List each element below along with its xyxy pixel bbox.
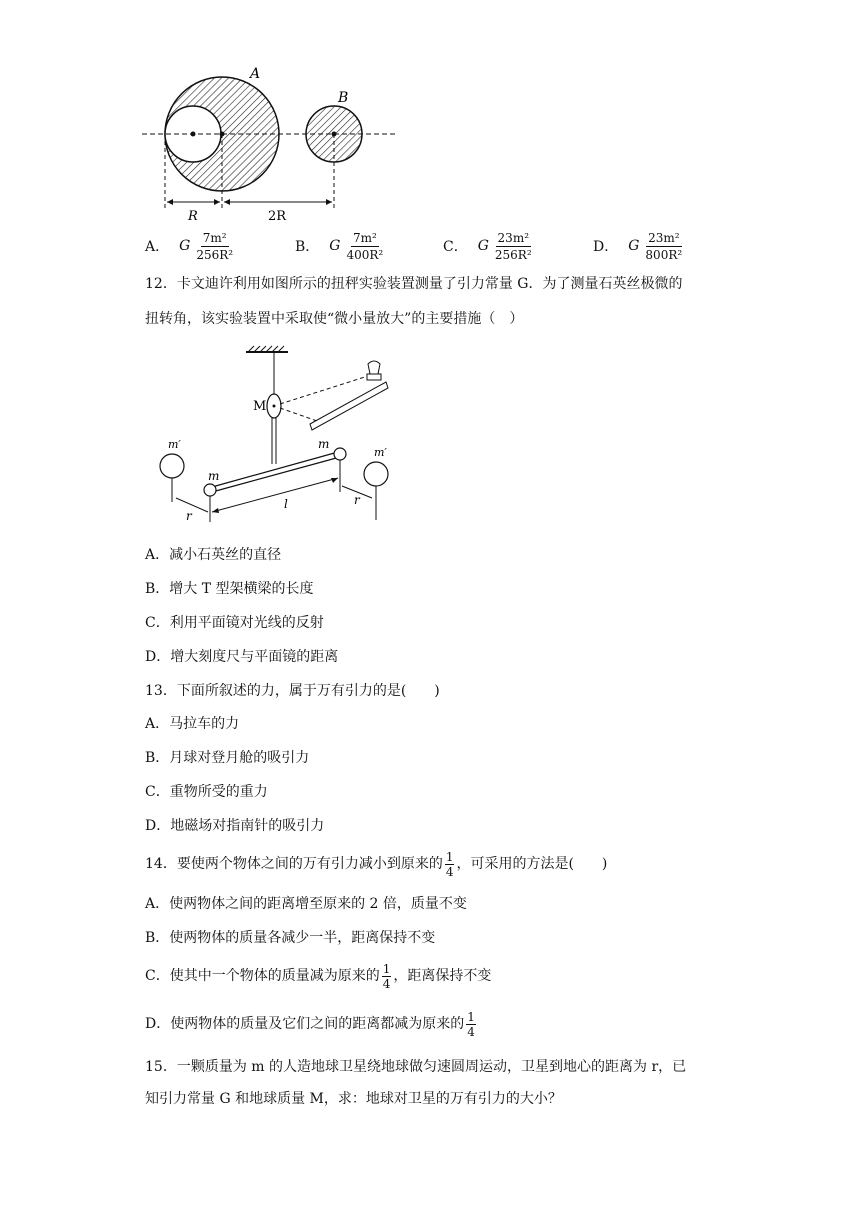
q13-option-d[interactable]: D．地磁场对指南针的吸引力 [145,818,325,834]
q12-option-a[interactable]: A．减小石英丝的直径 [145,547,282,563]
q13-stem: 13．下面所叙述的力，属于万有引力的是( ) [145,683,440,699]
q12-stem-line1: 12．卡文迪许利用如图所示的扭秤实验装置测量了引力常量 G．为了测量石英丝极微的 [145,276,683,292]
q11-option-c[interactable]: C． G $\frac{\text{23m²}}{\text{256R²}}$ [443,230,532,262]
label-r-right: r [354,493,360,507]
q14-option-b[interactable]: B．使两物体的质量各减少一半，距离保持不变 [145,930,436,946]
label-mp-right: m′ [374,446,387,459]
ball-mp-right [364,462,388,486]
q12-option-b[interactable]: B．增大 T 型架横梁的长度 [145,581,314,597]
dim-r: R [188,209,198,224]
q12-option-d[interactable]: D．增大刻度尺与平面镜的距离 [145,649,339,665]
label-l: l [284,497,288,511]
q14-option-d[interactable]: D．使两物体的质量及它们之间的距离都减为原来的 $\frac{1}{4}$ [145,1009,475,1039]
q12-stem-line2: 扭转角，该实验装置中采取使“微小量放大”的主要措施（ ） [145,311,524,327]
ball-mp-left [160,454,184,478]
ball-m-left [204,484,216,496]
q14-option-a[interactable]: A．使两物体之间的距离增至原来的 2 倍，质量不变 [145,896,467,912]
q13-option-b[interactable]: B．月球对登月舱的吸引力 [145,750,310,766]
q14-option-c[interactable]: C．使其中一个物体的质量减为原来的 $\frac{1}{4}$ ，距离保持不变 [145,961,492,991]
q11-option-d[interactable]: D． G $\frac{\text{23m²}}{\text{800R²}}$ [593,230,683,262]
q12-option-c[interactable]: C．利用平面镜对光线的反射 [145,615,324,631]
fraction: $\frac{\text{23m²}}{\text{800R²}}$ [645,230,683,262]
q11-option-b[interactable]: B． G $\frac{\text{7m²}}{\text{400R²}}$ [295,230,384,262]
q11-options [145,226,705,266]
label-m-right: m [318,437,330,451]
figure-spheres [140,60,400,225]
q14-stem: 14．要使两个物体之间的万有引力减小到原来的 $\frac{1}{4}$ ，可采用的方法是( ) [145,849,608,879]
figure-torsion-balance [150,342,400,527]
dim-2r: 2R [268,209,287,224]
fraction-quarter: $\frac{1}{4}$ [445,849,454,879]
fraction-quarter: $\frac{1}{4}$ [382,961,391,991]
q15-stem-line2: 知引力常量 G 和地球质量 M，求：地球对卫星的万有引力的大小？ [145,1091,562,1107]
q13-option-a[interactable]: A．马拉车的力 [145,716,240,732]
q13-option-c[interactable]: C．重物所受的重力 [145,784,268,800]
fraction-quarter: $\frac{1}{4}$ [467,1009,475,1039]
label-M: M [253,399,267,414]
label-r-left: r [186,509,192,523]
ball-m-right [334,448,346,460]
label-b: B [338,90,349,106]
label-a: A [250,66,261,82]
q11-option-a[interactable]: A． G $\frac{\text{7m²}}{\text{256R²}}$ [145,230,234,262]
fraction: $\frac{\text{7m²}}{\text{256R²}}$ [196,230,234,262]
label-mp-left: m′ [168,438,181,451]
fraction: $\frac{\text{23m²}}{\text{256R²}}$ [494,230,532,262]
fraction: $\frac{\text{7m²}}{\text{400R²}}$ [346,230,384,262]
q15-stem-line1: 15．一颗质量为 m 的人造地球卫星绕地球做匀速圆周运动，卫星到地心的距离为 r，已 [145,1059,687,1075]
label-m-left: m [208,469,220,483]
